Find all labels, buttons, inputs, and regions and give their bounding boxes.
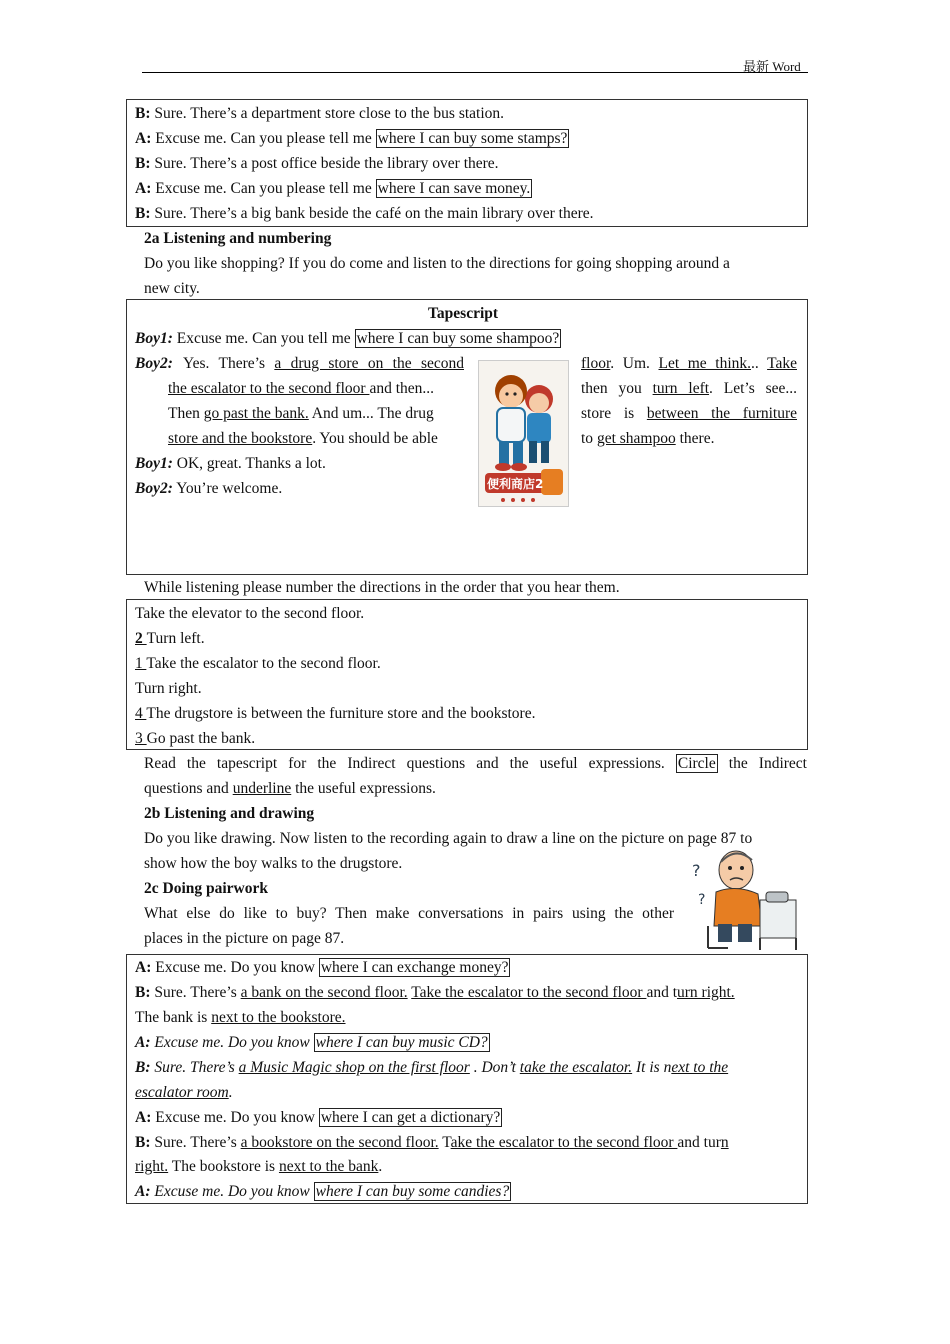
direction-item: Turn right.	[135, 680, 202, 697]
tapescript-line: Yes. There’s a drug store on the second	[183, 355, 464, 372]
page-header: 最新 Word	[743, 59, 801, 74]
svg-text:?: ?	[692, 861, 701, 880]
instruction-text: Read the tapescript for the Indirect questions and the useful expressions. Circle the Indirect	[144, 755, 807, 772]
direction-item: Take the elevator to the second floor.	[135, 605, 365, 622]
game-cover-image	[478, 360, 569, 507]
section-heading-2b: 2b Listening and drawing	[144, 805, 315, 822]
dialogue-line: A: Excuse me. Do you know where I can buy some candies?	[135, 1183, 510, 1200]
section-heading-2a: 2a Listening and numbering	[144, 230, 332, 247]
confused-man-image	[688, 846, 798, 952]
tapescript-title: Tapescript	[428, 305, 499, 322]
dialogue-line: A: Excuse me. Do you know where I can buy music CD?	[135, 1034, 488, 1051]
section-heading-2c: 2c Doing pairwork	[144, 880, 268, 897]
tapescript-line: store and the bookstore. You should be able	[168, 430, 438, 447]
instruction-text: While listening please number the directions in the order that you hear them.	[144, 579, 620, 596]
dialogue-line: A: Excuse me. Can you please tell me where I can save money.	[135, 180, 531, 197]
dialogue-line: B: Sure. There’s a department store close to the bus station.	[135, 105, 505, 122]
direction-item: 4 The drugstore is between the furniture store and the bookstore.	[135, 705, 536, 722]
section-text: Do you like drawing. Now listen to the recording again to draw a line on the picture on page 87 to	[144, 830, 753, 847]
tapescript-line: then you turn left. Let’s see...	[581, 380, 797, 397]
section-text: show how the boy walks to the drugstore.	[144, 855, 403, 872]
dialogue-line: B: Sure. There’s a big bank beside the café on the main library over there.	[135, 205, 594, 222]
dialogue-line: B: Sure. There’s a bank on the second floor. Take the escalator to the second floor and turn right.	[135, 984, 735, 1001]
dialogue-line: right. The bookstore is next to the bank.	[135, 1158, 383, 1175]
dialogue-line: A: Excuse me. Can you please tell me where I can buy some stamps?	[135, 130, 568, 147]
dialogue-line: escalator room.	[135, 1084, 233, 1101]
section-text: Do you like shopping? If you do come and listen to the directions for going shopping around a	[144, 255, 730, 272]
game-logo-text: 便利商店2	[487, 477, 544, 491]
tapescript-line: Boy2:	[135, 355, 173, 372]
tapescript-line: to get shampoo there.	[581, 430, 715, 447]
svg-text:?: ?	[698, 892, 706, 908]
section-text: new city.	[144, 280, 200, 297]
dialogue-line: The bank is next to the bookstore.	[135, 1009, 346, 1026]
dialogue-line: A: Excuse me. Do you know where I can get a dictionary?	[135, 1109, 501, 1126]
tapescript-line: Boy2: You’re welcome.	[135, 480, 283, 497]
tapescript-line: Then go past the bank. And um... The drug	[168, 405, 434, 422]
header-rule	[142, 72, 808, 73]
dialogue-line: B: Sure. There’s a post office beside the library over there.	[135, 155, 499, 172]
dialogue-line: B: Sure. There’s a Music Magic shop on the first floor . Don’t take the escalator. It is next to the	[135, 1059, 729, 1076]
tapescript-line: floor. Um. Let me think... Take	[581, 355, 797, 372]
section-text: What else do like to buy? Then make conversations in pairs using the other	[144, 905, 674, 922]
tapescript-line: store is between the furniture	[581, 405, 798, 422]
dialogue-line: B: Sure. There’s a bookstore on the second floor. Take the escalator to the second floor and turn	[135, 1134, 729, 1151]
direction-item: 2 Turn left.	[135, 630, 205, 647]
instruction-text: questions and underline the useful expressions.	[144, 780, 436, 797]
direction-item: 3 Go past the bank.	[135, 730, 256, 747]
section-text: places in the picture on page 87.	[144, 930, 345, 947]
direction-item: 1 Take the escalator to the second floor.	[135, 655, 381, 672]
tapescript-line: Boy1: Excuse me. Can you tell me where I can buy some shampoo?	[135, 330, 560, 347]
tapescript-line: the escalator to the second floor and then...	[168, 380, 435, 397]
dialogue-line: A: Excuse me. Do you know where I can exchange money?	[135, 959, 509, 976]
tapescript-line: Boy1: OK, great. Thanks a lot.	[135, 455, 326, 472]
